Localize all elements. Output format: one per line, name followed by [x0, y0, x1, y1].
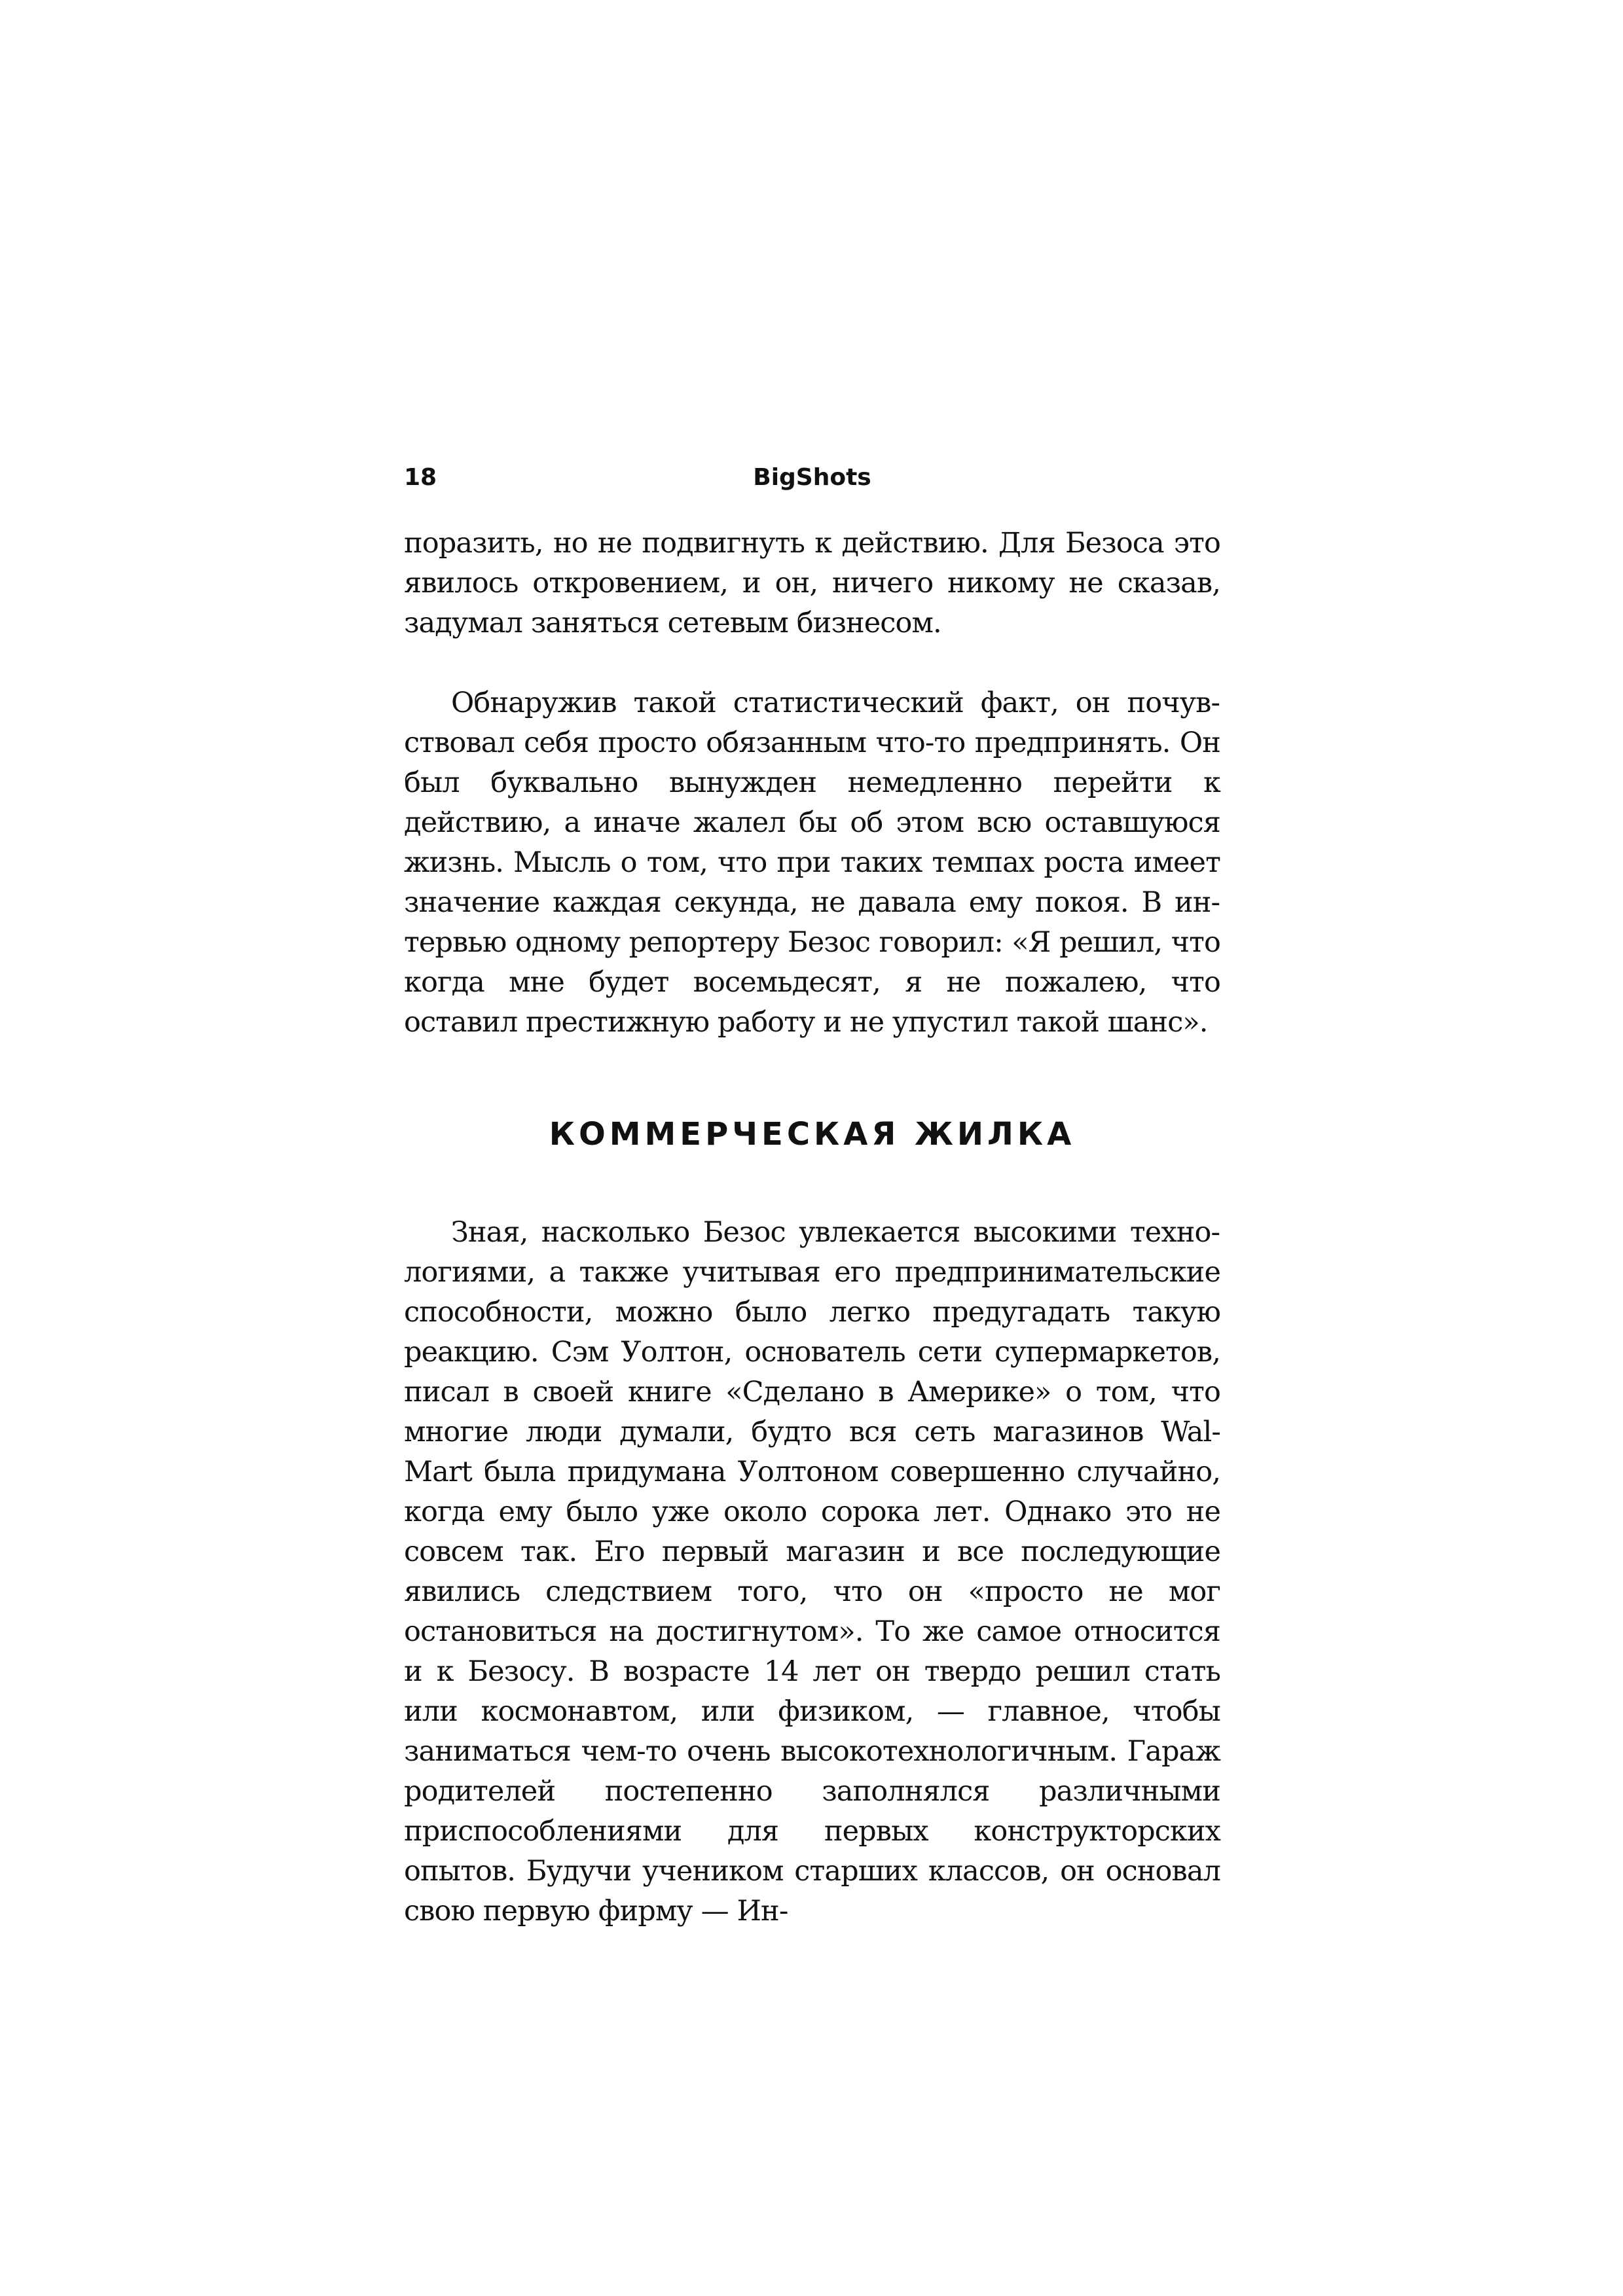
running-head [404, 459, 1220, 496]
paragraph-gap [404, 643, 1220, 683]
paragraph-continued: поразить, но не подвигнуть к действию. Для Безоса это явилось откровением, и он, ничего никому не сказав, задумал заняться сетевым бизнесом. [404, 527, 1220, 639]
section-heading: КОММЕРЧЕСКАЯ ЖИЛКА [549, 1116, 1076, 1153]
paragraph: Зная, насколько Безос увлекается высокими технологиями, а также учитывая его предпринимательские способности, можно было легко предугадать такую реакцию. Сэм Уолтон, основатель сети супермаркетов, писал в своей книге «Сделано в Америке» о том, что многие люди думали, будто вся сеть магазинов Wal-Mart была придумана Уолтоном совершенно случайно, когда ему было уже около сорока лет. Однако это не совсем так. Его первый магазин и все последующие явились следствием того, что он «просто не мог остановиться на достигнутом». То же самое относится и к Безосу. В возрасте 14 лет он твердо решил стать или космонавтом, или физиком, — главное, чтобы заниматься чем-то очень высокотехнологичным. Гараж родителей постепенно заполнялся различными приспособлениями для первых конструкторских опытов. Будучи учеником старших классов, он основал свою первую фирму — Ин- [404, 1216, 1220, 1928]
paragraph: Обнаружив такой статистический факт, он почувствовал себя просто обязанным что-то предпринять. Он был буквально вынужден немедленно перейти к действию, а иначе жалел бы об этом всю оставшуюся жизнь. Мысль о том, что при таких темпах роста имеет значение каждая секунда, не давала ему покоя. В интервью одному репортеру Безос говорил: «Я решил, что когда мне будет восемьдесят, я не пожалею, что оставил престижную работу и не упустил такой шанс». [404, 687, 1220, 1039]
body-text [404, 524, 1220, 1931]
page-number: 18 [404, 464, 437, 491]
book-title: BigShots [753, 464, 871, 491]
